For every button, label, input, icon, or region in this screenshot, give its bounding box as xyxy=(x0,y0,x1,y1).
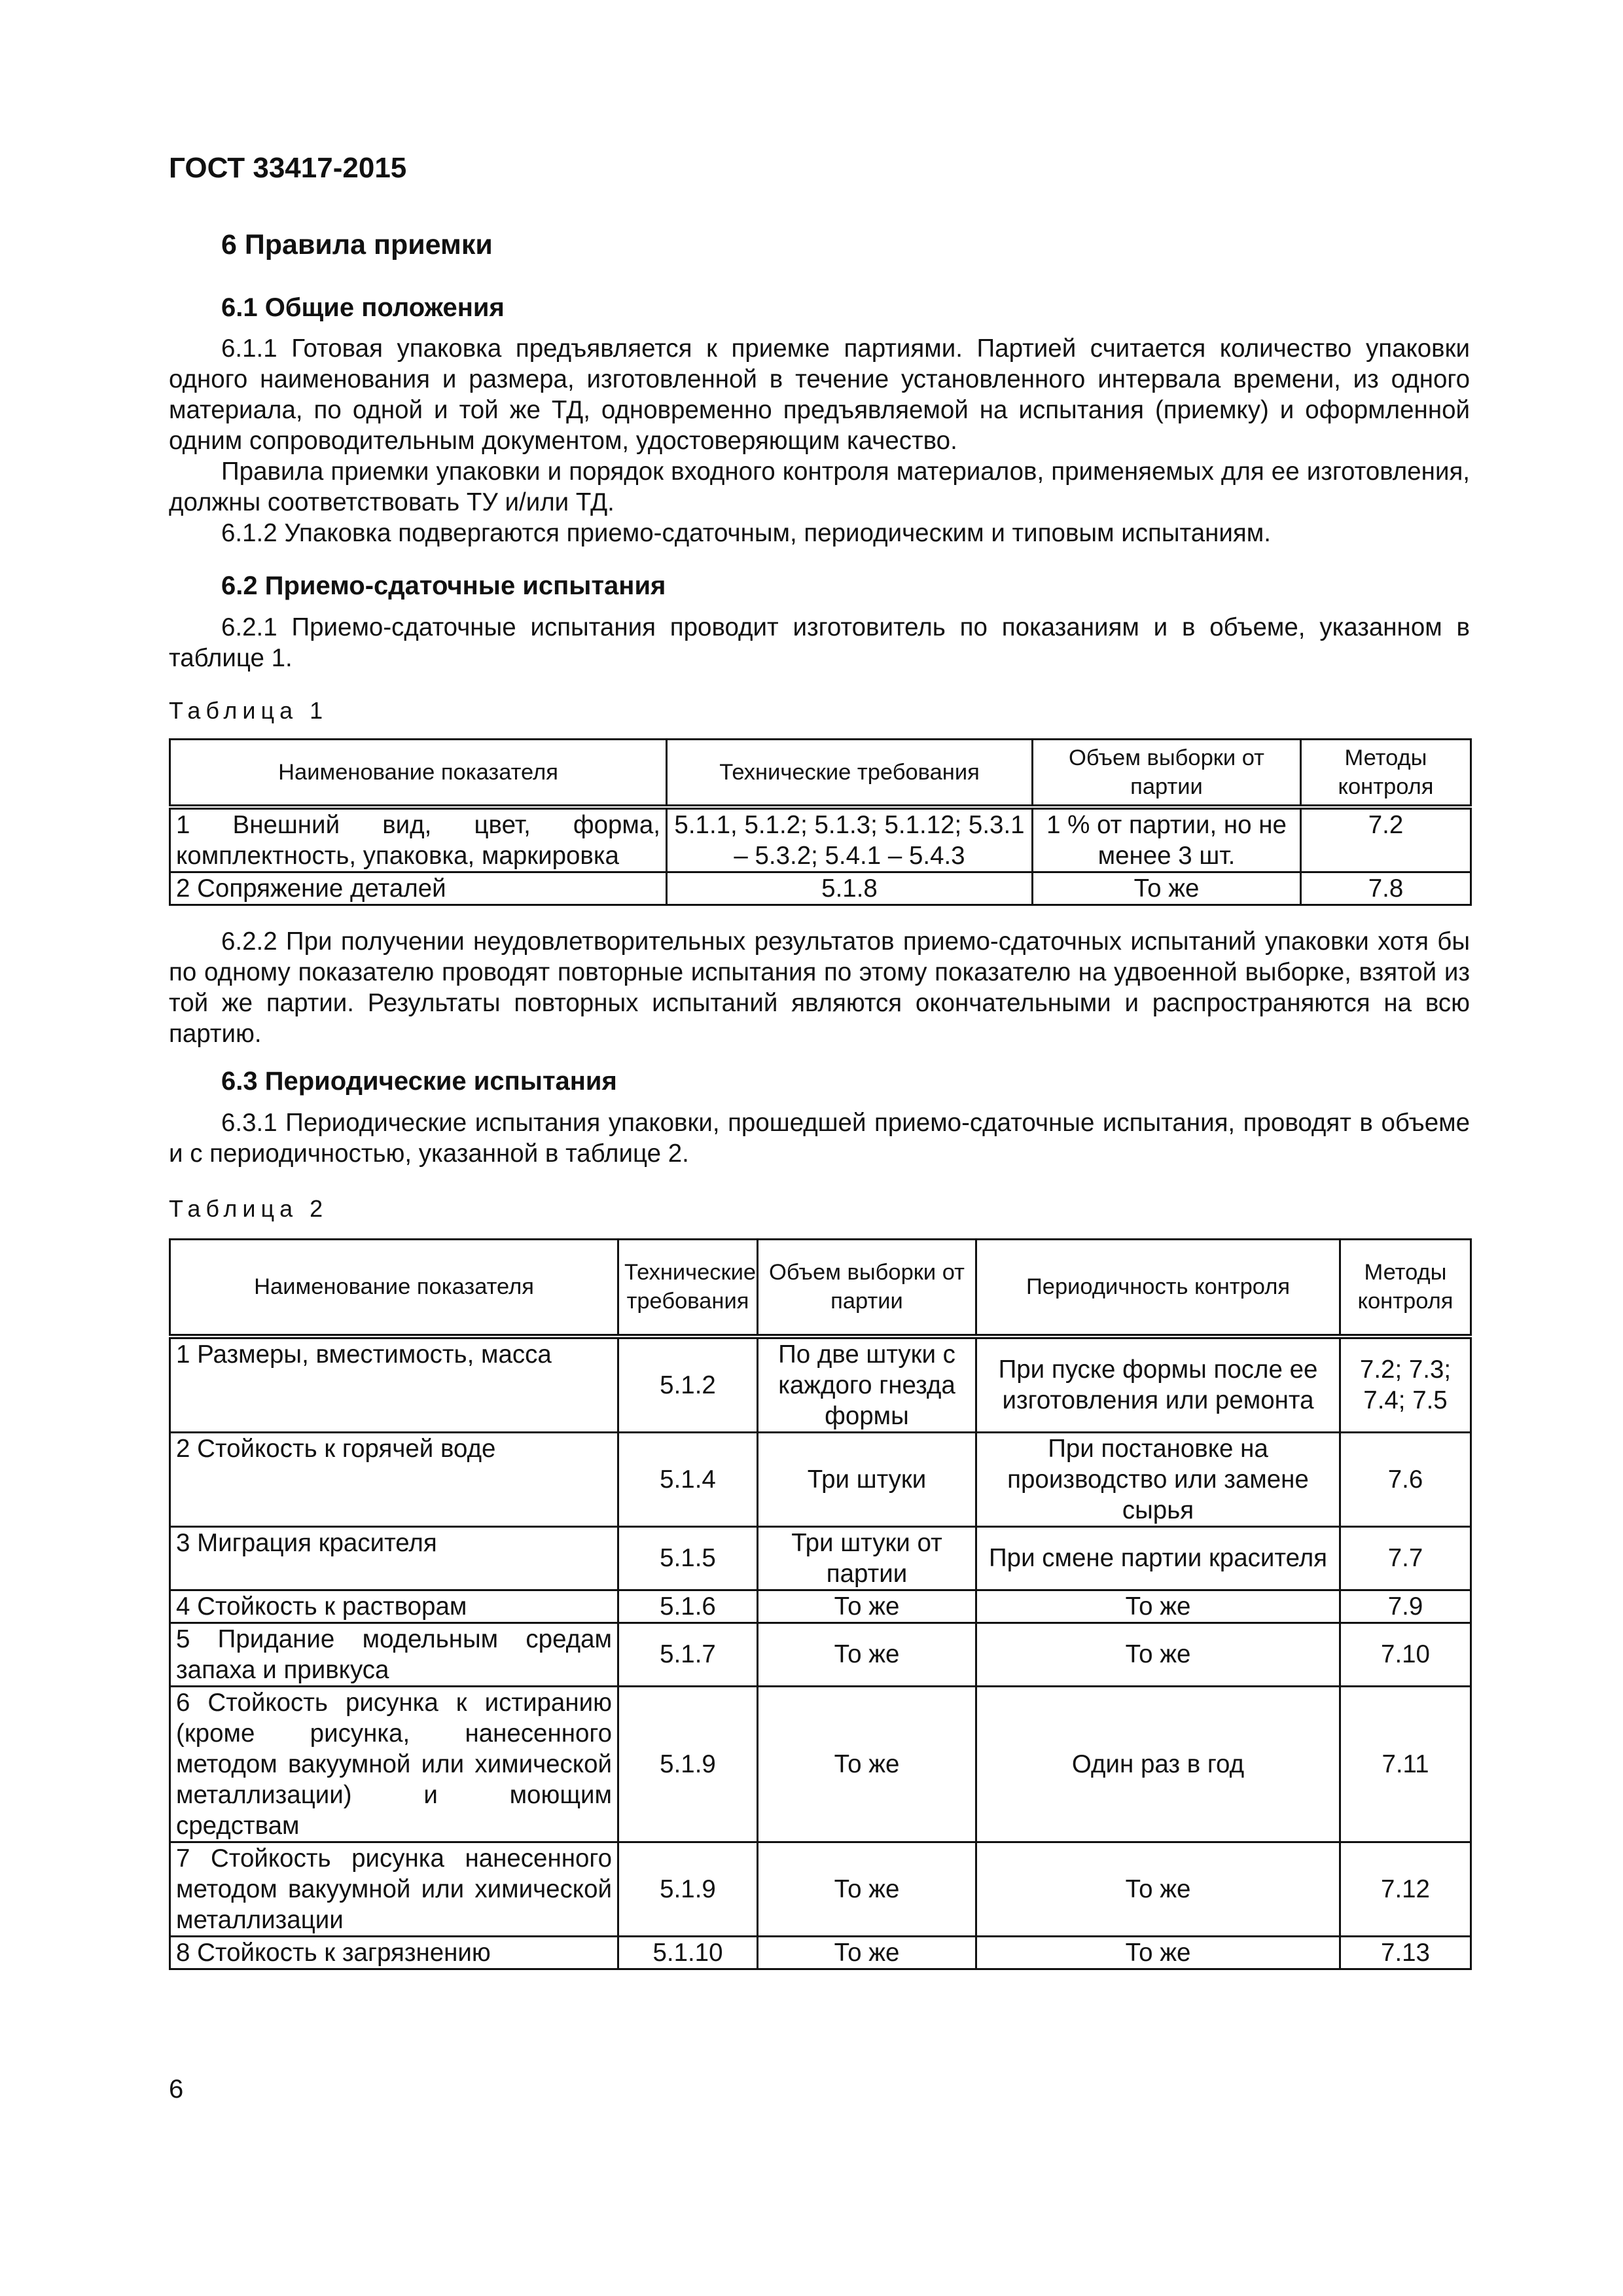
table-2-cell: 2 Стойкость к горячей воде xyxy=(170,1432,618,1526)
table-2-cell: 8 Стойкость к загрязнению xyxy=(170,1936,618,1969)
page-number: 6 xyxy=(169,2075,184,2104)
paragraph-6-1-2: 6.1.2 Упаковка подвергаются приемо-сдаточным, периодическим и типовым испытаниям. xyxy=(221,519,1271,547)
table-2-header-methods: Методы контроля xyxy=(1340,1240,1471,1336)
table-2-cell: 5.1.4 xyxy=(618,1432,758,1526)
table-1-cell: 5.1.1, 5.1.2; 5.1.3; 5.1.12; 5.3.1 – 5.3.2; 5.4.1 – 5.4.3 xyxy=(667,807,1033,872)
table-2-cell: Один раз в год xyxy=(976,1686,1340,1842)
table-2-header-row xyxy=(170,1240,1471,1336)
table-1-header-requirements: Технические требования xyxy=(667,740,1033,807)
paragraph-6-2-1: 6.2.1 Приемо-сдаточные испытания проводит изготовитель по показаниям и в объеме, указанном в таблице 1. xyxy=(169,613,1470,672)
table-1-cell: 1 % от партии, но не менее 3 шт. xyxy=(1033,807,1301,872)
table-1-header-sample: Объем выборки от партии xyxy=(1033,740,1301,807)
table-2-cell: То же xyxy=(758,1686,976,1842)
table-2-cell: То же xyxy=(976,1590,1340,1623)
table-2-cell: 7.12 xyxy=(1340,1842,1471,1936)
table-2-cell: 5 Придание модельным средам запаха и привкуса xyxy=(170,1623,618,1686)
table-row xyxy=(170,1623,1471,1686)
table-2-cell: То же xyxy=(976,1623,1340,1686)
table-2-cell: 1 Размеры, вместимость, масса xyxy=(170,1336,618,1433)
paragraph-6-1-1-rules: Правила приемки упаковки и порядок входного контроля материалов, применяемых для ее изготовления, должны соответствовать ТУ и/или ТД. xyxy=(169,457,1470,516)
table-2-header-periodicity: Периодичность контроля xyxy=(976,1240,1340,1336)
table-2-cell: То же xyxy=(758,1590,976,1623)
table-2-cell: 7 Стойкость рисунка нанесенного методом вакуумной или химической металлизации xyxy=(170,1842,618,1936)
table-1-cell: 2 Сопряжение деталей xyxy=(170,872,667,905)
table-row xyxy=(170,1526,1471,1590)
table-2-cell: 7.10 xyxy=(1340,1623,1471,1686)
table-2-cell: 7.6 xyxy=(1340,1432,1471,1526)
table-2-cell: 3 Миграция красителя xyxy=(170,1526,618,1590)
table-row xyxy=(170,1686,1471,1842)
table-1-cell: 7.8 xyxy=(1301,872,1471,905)
table-2-cell: При пуске формы после ее изготовления или ремонта xyxy=(976,1336,1340,1433)
table-row xyxy=(170,1842,1471,1936)
table-2-header-sample: Объем выборки от партии xyxy=(758,1240,976,1336)
section-6-3-title: 6.3 Периодические испытания xyxy=(221,1067,617,1096)
table-1 xyxy=(169,738,1472,906)
table-2-cell: 5.1.7 xyxy=(618,1623,758,1686)
table-2-cell: 5.1.9 xyxy=(618,1842,758,1936)
table-2-cell: То же xyxy=(758,1936,976,1969)
table-2-cell: 5.1.2 xyxy=(618,1336,758,1433)
table-1-cell: То же xyxy=(1033,872,1301,905)
table-2-cell: По две штуки с каждого гнезда формы xyxy=(758,1336,976,1433)
table-2-cell: То же xyxy=(976,1936,1340,1969)
section-6-1-title: 6.1 Общие положения xyxy=(221,293,505,322)
table-2-cell: 5.1.9 xyxy=(618,1686,758,1842)
section-6-title: 6 Правила приемки xyxy=(221,229,493,260)
table-2-cell: 7.2; 7.3; 7.4; 7.5 xyxy=(1340,1336,1471,1433)
table-1-caption: Таблица 1 xyxy=(169,697,329,724)
table-2-cell: 5.1.10 xyxy=(618,1936,758,1969)
table-1-cell: 7.2 xyxy=(1301,807,1471,872)
table-2-cell: При смене партии красителя xyxy=(976,1526,1340,1590)
table-2-caption: Таблица 2 xyxy=(169,1195,329,1222)
table-2-cell: То же xyxy=(976,1842,1340,1936)
table-1-cell: 5.1.8 xyxy=(667,872,1033,905)
table-2-cell: 7.11 xyxy=(1340,1686,1471,1842)
table-row xyxy=(170,872,1471,905)
table-2-cell: 7.7 xyxy=(1340,1526,1471,1590)
section-6-2-title: 6.2 Приемо-сдаточные испытания xyxy=(221,571,666,600)
table-2-cell: Три штуки xyxy=(758,1432,976,1526)
paragraph-6-3-1: 6.3.1 Периодические испытания упаковки, прошедшей приемо-сдаточные испытания, проводят в объеме и с периодичностью, указанной в таблице 2. xyxy=(169,1109,1470,1168)
table-2-cell: То же xyxy=(758,1842,976,1936)
table-row xyxy=(170,1336,1471,1433)
table-2-cell: То же xyxy=(758,1623,976,1686)
paragraph-6-2-2: 6.2.2 При получении неудовлетворительных результатов приемо-сдаточных испытаний упаковки хотя бы по одному показателю проводят повторные испытания по этому показателю на удвоенной выборке, взятой из той же партии. Результаты повторных испытаний являются окончательными и распространяются на всю партию. xyxy=(169,927,1470,1048)
table-1-header-methods: Методы контроля xyxy=(1301,740,1471,807)
table-2-cell: 6 Стойкость рисунка к истиранию (кроме рисунка, нанесенного методом вакуумной или химической металлизации) и моющим средствам xyxy=(170,1686,618,1842)
table-2-cell: 7.13 xyxy=(1340,1936,1471,1969)
table-2-cell: 5.1.5 xyxy=(618,1526,758,1590)
table-2-header-name: Наименование показателя xyxy=(170,1240,618,1336)
table-2 xyxy=(169,1238,1472,1970)
table-1-cell: 1 Внешний вид, цвет, форма, комплектность, упаковка, маркировка xyxy=(170,807,667,872)
table-2-cell: 5.1.6 xyxy=(618,1590,758,1623)
table-row xyxy=(170,1936,1471,1969)
table-2-cell: 4 Стойкость к растворам xyxy=(170,1590,618,1623)
table-row xyxy=(170,807,1471,872)
table-2-cell: Три штуки от партии xyxy=(758,1526,976,1590)
table-1-header-row xyxy=(170,740,1471,807)
table-row xyxy=(170,1432,1471,1526)
table-2-cell: При постановке на производство или замене сырья xyxy=(976,1432,1340,1526)
table-2-header-requirements: Технические требования xyxy=(618,1240,758,1336)
paragraph-6-1-1: 6.1.1 Готовая упаковка предъявляется к приемке партиями. Партией считается количество упаковки одного наименования и размера, изготовленной в течение установленного интервала времени, из одного материала, по одной и той же ТД, одновременно предъявляемой на испытания (приемку) и оформленной одним сопроводительным документом, удостоверяющим качество. xyxy=(169,334,1470,455)
table-row xyxy=(170,1590,1471,1623)
table-1-header-name: Наименование показателя xyxy=(170,740,667,807)
table-2-cell: 7.9 xyxy=(1340,1590,1471,1623)
document-code: ГОСТ 33417-2015 xyxy=(169,152,407,184)
